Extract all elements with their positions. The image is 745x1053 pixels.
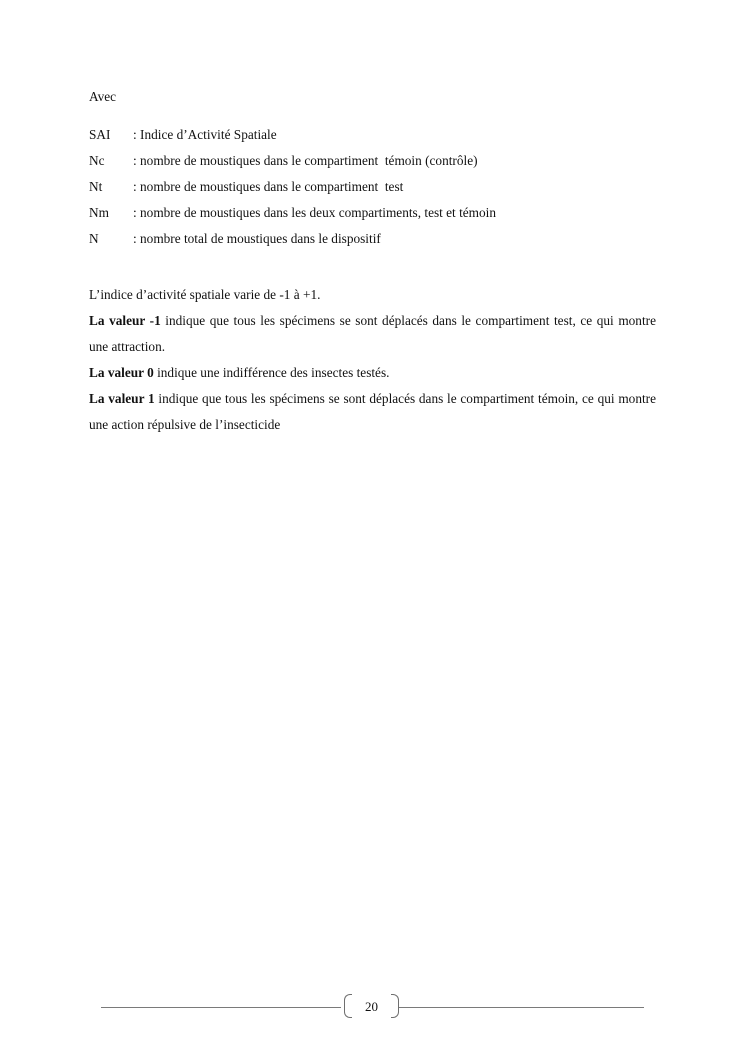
page-footer — [101, 992, 644, 1022]
definition-description: : nombre total de moustiques dans le dispositif — [133, 231, 381, 246]
definition-row — [89, 179, 669, 205]
definitions-list — [89, 127, 669, 257]
right-bracket-icon — [391, 994, 399, 1018]
paragraph-value-zero — [89, 360, 656, 386]
definition-term: SAI — [89, 127, 111, 142]
definition-term: Nt — [89, 179, 103, 194]
definition-term: Nc — [89, 153, 105, 168]
paragraph-text: indique une indifférence des insectes testés. — [153, 365, 390, 380]
definition-row — [89, 205, 669, 231]
definition-term: N — [89, 231, 99, 246]
footer-rule-right — [399, 1007, 644, 1008]
paragraph-text: indique que tous les spécimens se sont déplacés dans le compartiment test, ce qui montre une attraction. — [89, 313, 656, 354]
paragraph-bold-label: La valeur 1 — [89, 391, 155, 406]
definition-term: Nm — [89, 205, 109, 220]
definition-description: : nombre de moustiques dans le compartiment témoin (contrôle) — [133, 153, 478, 168]
intro-text: Avec — [89, 89, 117, 104]
left-bracket-icon — [344, 994, 352, 1018]
paragraph-bold-label: La valeur 0 — [89, 365, 154, 380]
body-paragraphs — [89, 282, 656, 438]
paragraph-range — [89, 282, 656, 308]
paragraph-value-one — [89, 386, 656, 438]
definition-row — [89, 153, 669, 179]
paragraph-text: indique que tous les spécimens se sont déplacés dans le compartiment témoin, ce qui montre une action répulsive de l’insecticide — [89, 391, 656, 432]
footer-rule-left — [101, 1007, 341, 1008]
definition-row — [89, 231, 669, 257]
definition-description: : Indice d’Activité Spatiale — [133, 127, 277, 142]
paragraph-value-minus-one — [89, 308, 656, 360]
definition-row — [89, 127, 669, 153]
definition-description: : nombre de moustiques dans le compartiment test — [133, 179, 404, 194]
page-number: 20 — [365, 999, 378, 1014]
paragraph-bold-label: La valeur -1 — [89, 313, 161, 328]
paragraph-text: L’indice d’activité spatiale varie de -1 à +1. — [89, 287, 321, 302]
definition-description: : nombre de moustiques dans les deux compartiments, test et témoin — [133, 205, 497, 220]
